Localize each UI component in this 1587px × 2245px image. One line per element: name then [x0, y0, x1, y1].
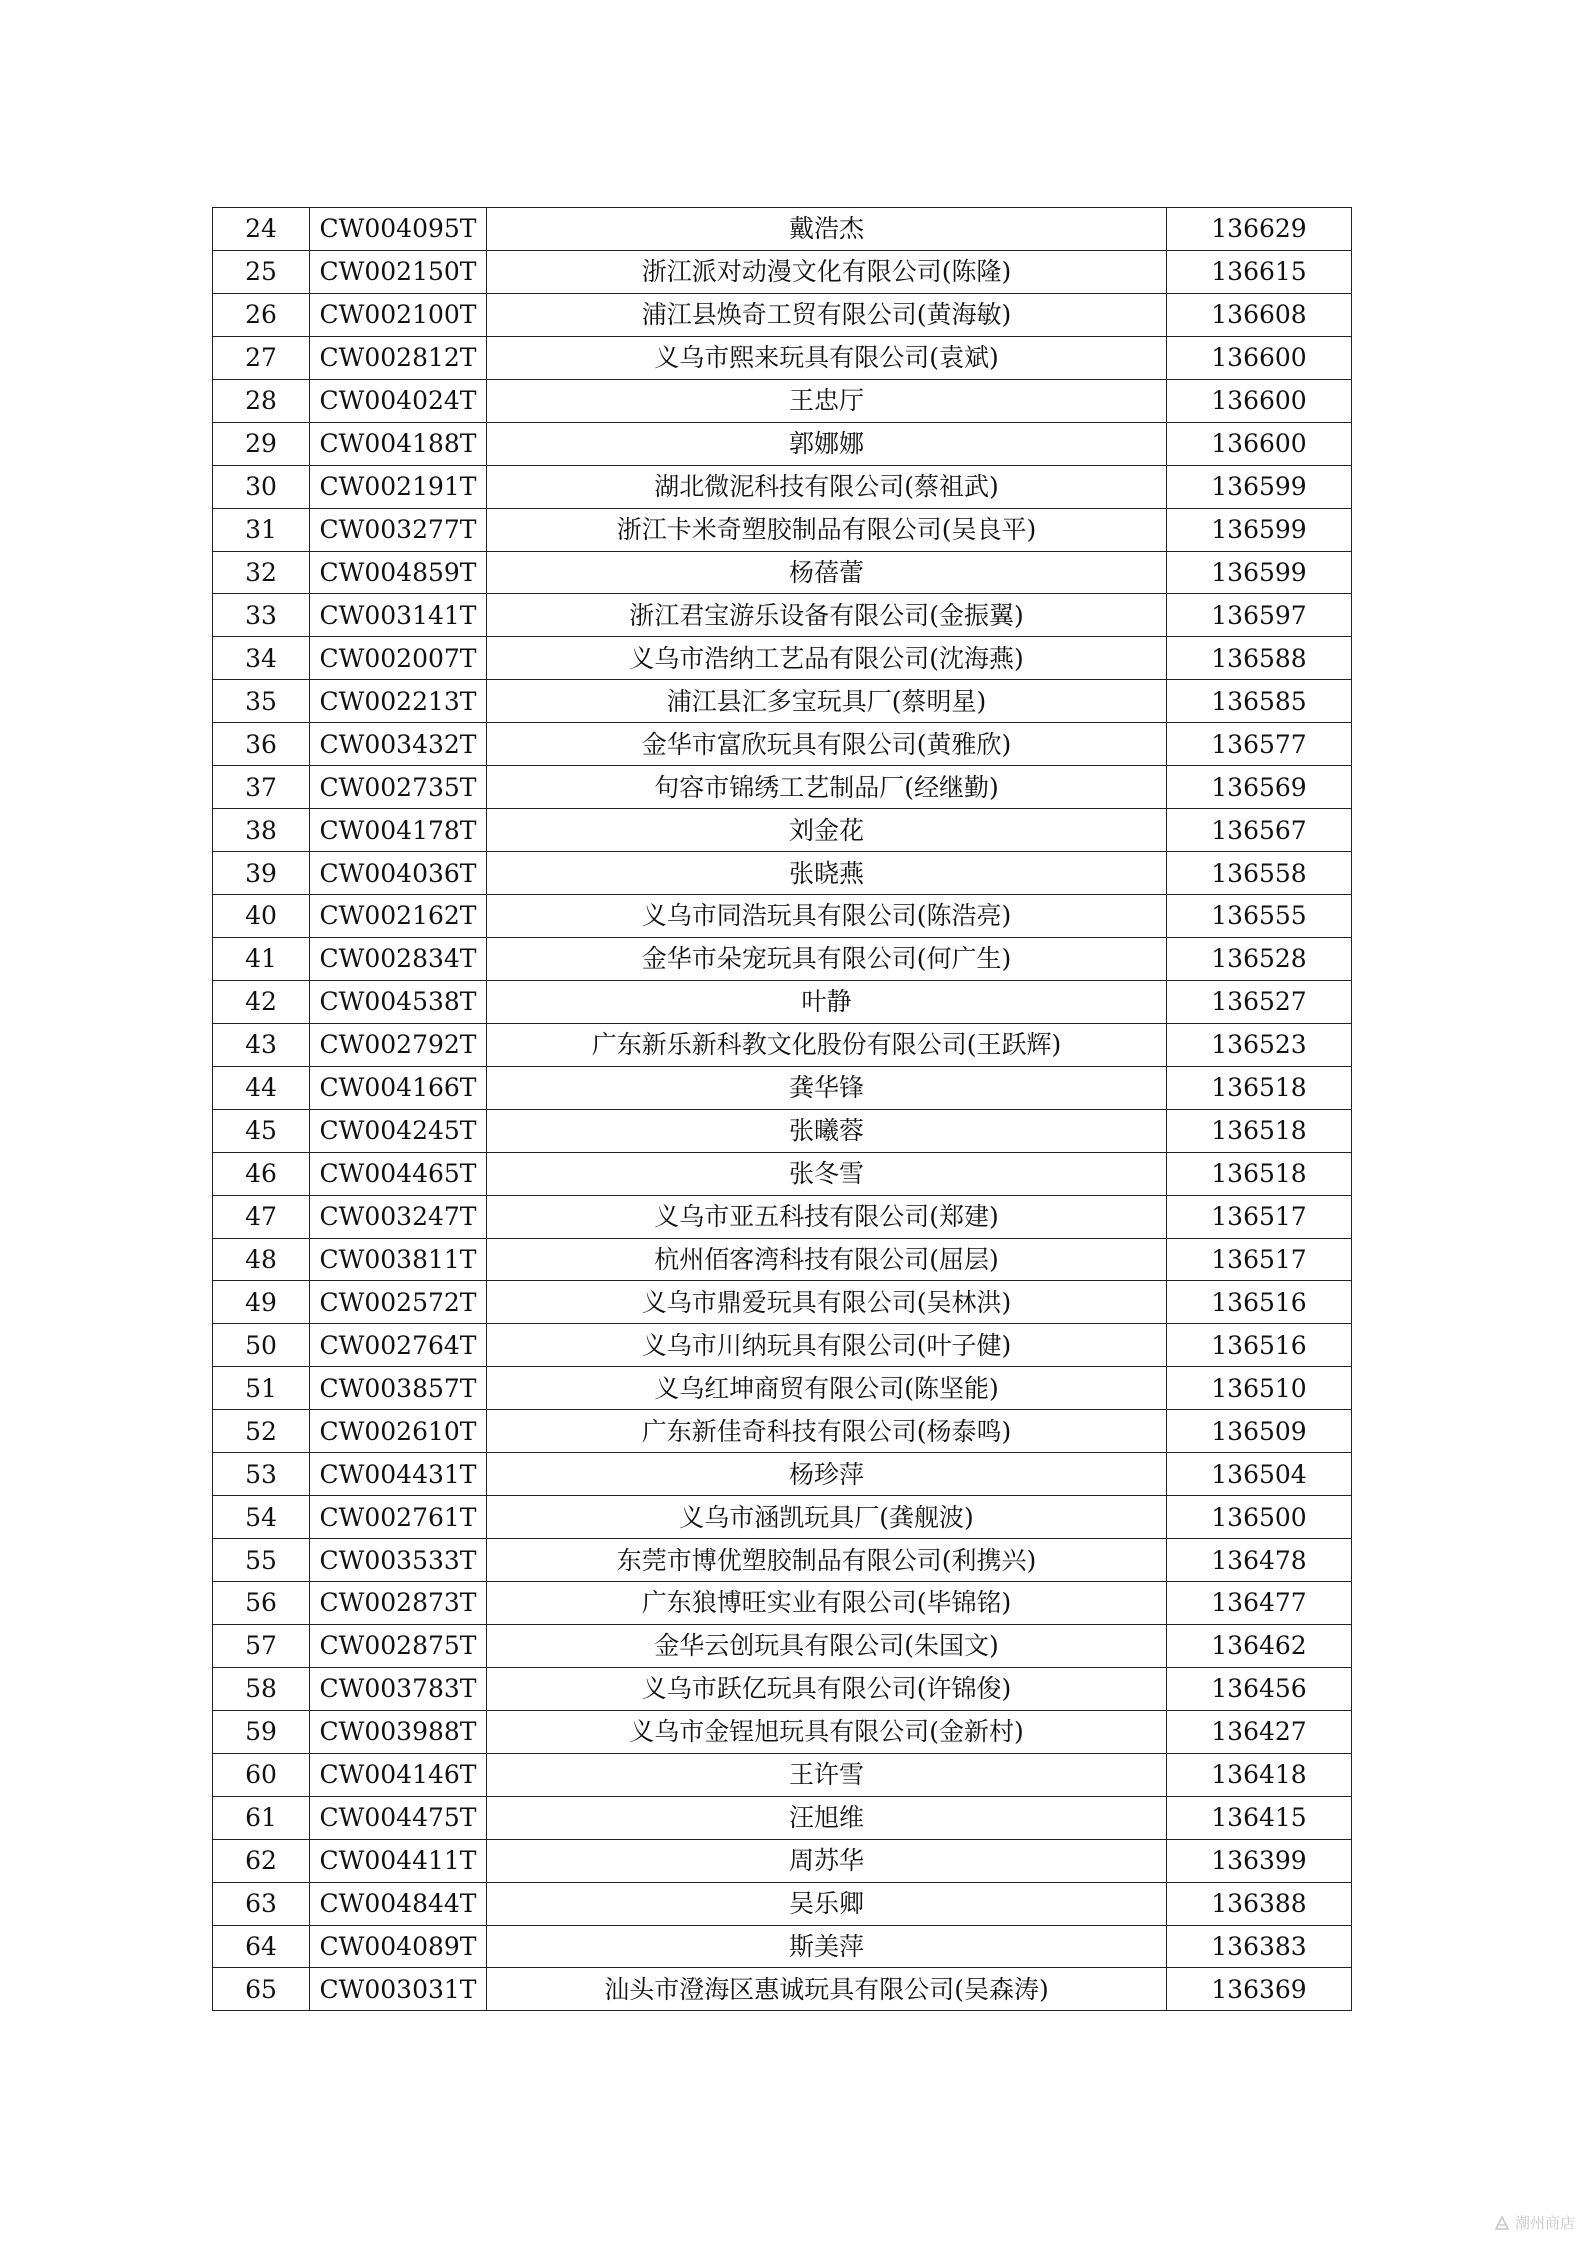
table-row	[213, 1281, 1352, 1324]
name-cell: 浦江县汇多宝玩具厂(蔡明星)	[487, 680, 1167, 723]
watermark-text: 潮州商店	[1514, 2214, 1575, 2232]
code-cell: CW004146T	[310, 1753, 487, 1796]
table-row	[213, 1925, 1352, 1968]
rank-cell: 40	[213, 895, 310, 938]
code-cell: CW002610T	[310, 1410, 487, 1453]
table-row	[213, 508, 1352, 551]
rank-cell: 49	[213, 1281, 310, 1324]
name-cell: 浙江派对动漫文化有限公司(陈隆)	[487, 250, 1167, 293]
score-cell: 136600	[1167, 379, 1352, 422]
logo-icon	[1493, 2214, 1511, 2232]
code-cell: CW004859T	[310, 551, 487, 594]
code-cell: CW004024T	[310, 379, 487, 422]
table-row	[213, 895, 1352, 938]
name-cell: 吴乐卿	[487, 1882, 1167, 1925]
rank-cell: 37	[213, 766, 310, 809]
code-cell: CW002572T	[310, 1281, 487, 1324]
score-cell: 136527	[1167, 980, 1352, 1023]
table-row	[213, 1023, 1352, 1066]
score-cell: 136509	[1167, 1410, 1352, 1453]
rank-cell: 41	[213, 937, 310, 980]
code-cell: CW004178T	[310, 809, 487, 852]
score-cell: 136629	[1167, 208, 1352, 251]
rank-cell: 24	[213, 208, 310, 251]
rank-cell: 59	[213, 1710, 310, 1753]
code-cell: CW004844T	[310, 1882, 487, 1925]
score-cell: 136600	[1167, 336, 1352, 379]
rank-cell: 28	[213, 379, 310, 422]
code-cell: CW002162T	[310, 895, 487, 938]
rank-cell: 26	[213, 293, 310, 336]
rank-cell: 47	[213, 1195, 310, 1238]
name-cell: 义乌市熙来玩具有限公司(袁斌)	[487, 336, 1167, 379]
name-cell: 金华市富欣玩具有限公司(黄雅欣)	[487, 723, 1167, 766]
table-row	[213, 766, 1352, 809]
code-cell: CW004166T	[310, 1066, 487, 1109]
score-cell: 136523	[1167, 1023, 1352, 1066]
table-row	[213, 1968, 1352, 2011]
name-cell: 义乌市同浩玩具有限公司(陈浩亮)	[487, 895, 1167, 938]
rank-cell: 50	[213, 1324, 310, 1367]
table-row	[213, 250, 1352, 293]
score-cell: 136599	[1167, 465, 1352, 508]
name-cell: 广东狼博旺实业有限公司(毕锦铭)	[487, 1582, 1167, 1625]
score-cell: 136615	[1167, 250, 1352, 293]
table-row	[213, 422, 1352, 465]
code-cell: CW003277T	[310, 508, 487, 551]
rank-cell: 52	[213, 1410, 310, 1453]
score-cell: 136399	[1167, 1839, 1352, 1882]
code-cell: CW003533T	[310, 1539, 487, 1582]
rank-cell: 29	[213, 422, 310, 465]
code-cell: CW003432T	[310, 723, 487, 766]
ranking-table	[212, 207, 1352, 2011]
name-cell: 东莞市博优塑胶制品有限公司(利携兴)	[487, 1539, 1167, 1582]
score-cell: 136383	[1167, 1925, 1352, 1968]
name-cell: 张曦蓉	[487, 1109, 1167, 1152]
code-cell: CW004475T	[310, 1796, 487, 1839]
table-row	[213, 1324, 1352, 1367]
name-cell: 句容市锦绣工艺制品厂(经继勤)	[487, 766, 1167, 809]
name-cell: 张晓燕	[487, 852, 1167, 895]
rank-cell: 44	[213, 1066, 310, 1109]
score-cell: 136516	[1167, 1281, 1352, 1324]
table-row	[213, 980, 1352, 1023]
rank-cell: 46	[213, 1152, 310, 1195]
table-row	[213, 1109, 1352, 1152]
table-row	[213, 293, 1352, 336]
rank-cell: 45	[213, 1109, 310, 1152]
rank-cell: 56	[213, 1582, 310, 1625]
score-cell: 136569	[1167, 766, 1352, 809]
name-cell: 浦江县焕奇工贸有限公司(黄海敏)	[487, 293, 1167, 336]
code-cell: CW002792T	[310, 1023, 487, 1066]
rank-cell: 48	[213, 1238, 310, 1281]
score-cell: 136504	[1167, 1453, 1352, 1496]
code-cell: CW002100T	[310, 293, 487, 336]
code-cell: CW003141T	[310, 594, 487, 637]
rank-cell: 60	[213, 1753, 310, 1796]
name-cell: 杨蓓蕾	[487, 551, 1167, 594]
score-cell: 136462	[1167, 1624, 1352, 1667]
table-row	[213, 594, 1352, 637]
name-cell: 杨珍萍	[487, 1453, 1167, 1496]
rank-cell: 43	[213, 1023, 310, 1066]
rank-cell: 39	[213, 852, 310, 895]
score-cell: 136599	[1167, 508, 1352, 551]
code-cell: CW003857T	[310, 1367, 487, 1410]
name-cell: 浙江君宝游乐设备有限公司(金振翼)	[487, 594, 1167, 637]
rank-cell: 54	[213, 1496, 310, 1539]
score-cell: 136577	[1167, 723, 1352, 766]
code-cell: CW004188T	[310, 422, 487, 465]
name-cell: 义乌红坤商贸有限公司(陈坚能)	[487, 1367, 1167, 1410]
table-row	[213, 1582, 1352, 1625]
score-cell: 136415	[1167, 1796, 1352, 1839]
table-row	[213, 1796, 1352, 1839]
name-cell: 王忠厅	[487, 379, 1167, 422]
code-cell: CW003811T	[310, 1238, 487, 1281]
code-cell: CW003988T	[310, 1710, 487, 1753]
code-cell: CW004095T	[310, 208, 487, 251]
ranking-table-body	[213, 208, 1352, 2011]
rank-cell: 65	[213, 1968, 310, 2011]
code-cell: CW004089T	[310, 1925, 487, 1968]
rank-cell: 42	[213, 980, 310, 1023]
name-cell: 义乌市浩纳工艺品有限公司(沈海燕)	[487, 637, 1167, 680]
rank-cell: 53	[213, 1453, 310, 1496]
table-row	[213, 1453, 1352, 1496]
score-cell: 136567	[1167, 809, 1352, 852]
table-row	[213, 1710, 1352, 1753]
score-cell: 136518	[1167, 1152, 1352, 1195]
code-cell: CW002834T	[310, 937, 487, 980]
table-row	[213, 1195, 1352, 1238]
score-cell: 136597	[1167, 594, 1352, 637]
code-cell: CW004411T	[310, 1839, 487, 1882]
name-cell: 义乌市金锃旭玩具有限公司(金新村)	[487, 1710, 1167, 1753]
score-cell: 136599	[1167, 551, 1352, 594]
rank-cell: 36	[213, 723, 310, 766]
name-cell: 王许雪	[487, 1753, 1167, 1796]
rank-cell: 61	[213, 1796, 310, 1839]
table-row	[213, 852, 1352, 895]
code-cell: CW004431T	[310, 1453, 487, 1496]
name-cell: 张冬雪	[487, 1152, 1167, 1195]
score-cell: 136369	[1167, 1968, 1352, 2011]
table-row	[213, 1410, 1352, 1453]
table-row	[213, 1066, 1352, 1109]
table-row	[213, 809, 1352, 852]
score-cell: 136600	[1167, 422, 1352, 465]
table-row	[213, 1539, 1352, 1582]
rank-cell: 33	[213, 594, 310, 637]
table-row	[213, 465, 1352, 508]
code-cell: CW002873T	[310, 1582, 487, 1625]
score-cell: 136478	[1167, 1539, 1352, 1582]
table-row	[213, 680, 1352, 723]
name-cell: 刘金花	[487, 809, 1167, 852]
rank-cell: 63	[213, 1882, 310, 1925]
rank-cell: 64	[213, 1925, 310, 1968]
table-row	[213, 937, 1352, 980]
name-cell: 戴浩杰	[487, 208, 1167, 251]
code-cell: CW002191T	[310, 465, 487, 508]
name-cell: 汪旭维	[487, 1796, 1167, 1839]
rank-cell: 38	[213, 809, 310, 852]
rank-cell: 31	[213, 508, 310, 551]
score-cell: 136388	[1167, 1882, 1352, 1925]
table-row	[213, 1152, 1352, 1195]
score-cell: 136555	[1167, 895, 1352, 938]
rank-cell: 34	[213, 637, 310, 680]
code-cell: CW002150T	[310, 250, 487, 293]
rank-cell: 27	[213, 336, 310, 379]
score-cell: 136518	[1167, 1066, 1352, 1109]
code-cell: CW003031T	[310, 1968, 487, 2011]
table-row	[213, 1667, 1352, 1710]
rank-cell: 57	[213, 1624, 310, 1667]
table-row	[213, 336, 1352, 379]
score-cell: 136608	[1167, 293, 1352, 336]
table-row	[213, 723, 1352, 766]
name-cell: 义乌市鼎爱玩具有限公司(吴林洪)	[487, 1281, 1167, 1324]
rank-cell: 51	[213, 1367, 310, 1410]
code-cell: CW003247T	[310, 1195, 487, 1238]
name-cell: 义乌市涵凯玩具厂(龚舰波)	[487, 1496, 1167, 1539]
name-cell: 广东新佳奇科技有限公司(杨泰鸣)	[487, 1410, 1167, 1453]
name-cell: 郭娜娜	[487, 422, 1167, 465]
name-cell: 汕头市澄海区惠诚玩具有限公司(吴森涛)	[487, 1968, 1167, 2011]
score-cell: 136500	[1167, 1496, 1352, 1539]
score-cell: 136517	[1167, 1238, 1352, 1281]
table-row	[213, 1624, 1352, 1667]
name-cell: 杭州佰客湾科技有限公司(屈层)	[487, 1238, 1167, 1281]
score-cell: 136528	[1167, 937, 1352, 980]
score-cell: 136516	[1167, 1324, 1352, 1367]
rank-cell: 30	[213, 465, 310, 508]
rank-cell: 55	[213, 1539, 310, 1582]
watermark	[1493, 2212, 1575, 2233]
code-cell: CW004465T	[310, 1152, 487, 1195]
score-cell: 136477	[1167, 1582, 1352, 1625]
code-cell: CW003783T	[310, 1667, 487, 1710]
score-cell: 136518	[1167, 1109, 1352, 1152]
rank-cell: 32	[213, 551, 310, 594]
score-cell: 136427	[1167, 1710, 1352, 1753]
table-row	[213, 1839, 1352, 1882]
table-row	[213, 637, 1352, 680]
rank-cell: 58	[213, 1667, 310, 1710]
code-cell: CW002761T	[310, 1496, 487, 1539]
code-cell: CW002812T	[310, 336, 487, 379]
score-cell: 136558	[1167, 852, 1352, 895]
table-row	[213, 551, 1352, 594]
table-row	[213, 1496, 1352, 1539]
code-cell: CW002875T	[310, 1624, 487, 1667]
table-row	[213, 1238, 1352, 1281]
name-cell: 浙江卡米奇塑胶制品有限公司(吴良平)	[487, 508, 1167, 551]
name-cell: 义乌市亚五科技有限公司(郑建)	[487, 1195, 1167, 1238]
score-cell: 136418	[1167, 1753, 1352, 1796]
score-cell: 136585	[1167, 680, 1352, 723]
score-cell: 136588	[1167, 637, 1352, 680]
rank-cell: 62	[213, 1839, 310, 1882]
name-cell: 广东新乐新科教文化股份有限公司(王跃辉)	[487, 1023, 1167, 1066]
name-cell: 义乌市跃亿玩具有限公司(许锦俊)	[487, 1667, 1167, 1710]
name-cell: 叶静	[487, 980, 1167, 1023]
code-cell: CW004538T	[310, 980, 487, 1023]
code-cell: CW002735T	[310, 766, 487, 809]
score-cell: 136510	[1167, 1367, 1352, 1410]
table-row	[213, 208, 1352, 251]
table-row	[213, 1367, 1352, 1410]
name-cell: 周苏华	[487, 1839, 1167, 1882]
name-cell: 湖北微泥科技有限公司(蔡祖武)	[487, 465, 1167, 508]
rank-cell: 35	[213, 680, 310, 723]
name-cell: 金华云创玩具有限公司(朱国文)	[487, 1624, 1167, 1667]
score-cell: 136456	[1167, 1667, 1352, 1710]
name-cell: 龚华锋	[487, 1066, 1167, 1109]
rank-cell: 25	[213, 250, 310, 293]
table-row	[213, 1753, 1352, 1796]
table-row	[213, 1882, 1352, 1925]
code-cell: CW002764T	[310, 1324, 487, 1367]
code-cell: CW004245T	[310, 1109, 487, 1152]
code-cell: CW002007T	[310, 637, 487, 680]
score-cell: 136517	[1167, 1195, 1352, 1238]
table-row	[213, 379, 1352, 422]
code-cell: CW002213T	[310, 680, 487, 723]
name-cell: 斯美萍	[487, 1925, 1167, 1968]
name-cell: 义乌市川纳玩具有限公司(叶子健)	[487, 1324, 1167, 1367]
code-cell: CW004036T	[310, 852, 487, 895]
name-cell: 金华市朵宠玩具有限公司(何广生)	[487, 937, 1167, 980]
